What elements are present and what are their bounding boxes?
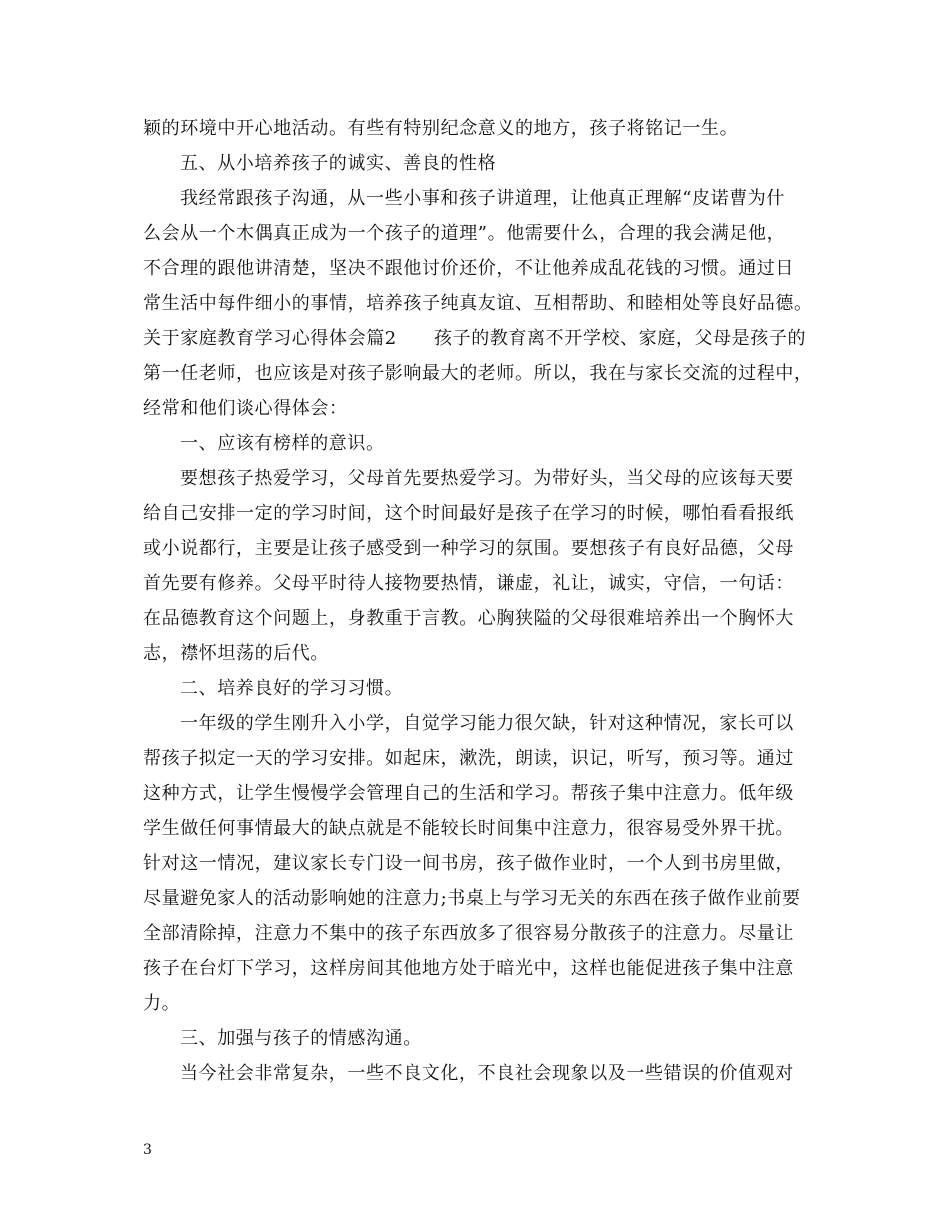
text-line: 颖的环境中开心地活动。有些有特别纪念意义的地方，孩子将铭记一生。 bbox=[143, 118, 739, 139]
text-line: 给自己安排一定的学习时间，这个时间最好是孩子在学习的时候，哪怕看看报纸 bbox=[143, 503, 794, 524]
text-line: 要想孩子热爱学习，父母首先要热爱学习。为带好头，当父母的应该每天要 bbox=[180, 468, 794, 489]
text-line: 尽量避免家人的活动影响她的注意力;书桌上与学习无关的东西在孩子做作业前要 bbox=[143, 888, 801, 909]
text-line: 当今社会非常复杂，一些不良文化，不良社会现象以及一些错误的价值观对 bbox=[180, 1063, 794, 1084]
section-heading-2: 二、培养良好的学习习惯。 bbox=[180, 678, 404, 699]
text-line: 志，襟怀坦荡的后代。 bbox=[143, 643, 329, 664]
text-line: 不合理的跟他讲清楚，坚决不跟他讨价还价，不让他养成乱花钱的习惯。通过日 bbox=[143, 258, 794, 279]
section-heading-3: 三、加强与孩子的情感沟通。 bbox=[180, 1028, 422, 1049]
text-line: 我经常跟孩子沟通，从一些小事和孩子讲道理，让他真正理解“皮诺曹为什 bbox=[180, 188, 785, 209]
text-line: 么会从一个木偶真正成为一个孩子的道理”。他需要什么，合理的我会满足他， bbox=[143, 223, 786, 244]
text-line: 这种方式，让学生慢慢学会管理自己的生活和学习。帮孩子集中注意力。低年级 bbox=[143, 783, 794, 804]
text-line: 力。 bbox=[143, 993, 181, 1014]
text-line: 或小说都行，主要是让孩子感受到一种学习的氛围。要想孩子有良好品德，父母 bbox=[143, 538, 794, 559]
text-line: 常生活中每件细小的事情，培养孩子纯真友谊、互相帮助、和睦相处等良好品德。 bbox=[143, 293, 813, 314]
text-line: 学生做任何事情最大的缺点就是不能较长时间集中注意力，很容易受外界干扰。 bbox=[143, 818, 794, 839]
text-line: 全部清除掉，注意力不集中的孩子东西放多了很容易分散孩子的注意力。尽量让 bbox=[143, 923, 794, 944]
text-line: 关于家庭教育学习心得体会篇2 孩子的教育离不开学校、家庭，父母是孩子的 bbox=[143, 328, 807, 349]
page-number: 3 bbox=[143, 1142, 152, 1158]
text-line: 孩子在台灯下学习，这样房间其他地方处于暗光中，这样也能促进孩子集中注意 bbox=[143, 958, 794, 979]
section-heading-5: 五、从小培养孩子的诚实、善良的性格 bbox=[180, 153, 497, 174]
text-line: 首先要有修养。父母平时待人接物要热情，谦虚，礼让，诚实，守信，一句话： bbox=[143, 573, 794, 594]
text-line: 一年级的学生刚升入小学，自觉学习能力很欠缺，针对这种情况，家长可以 bbox=[180, 713, 794, 734]
text-line: 在品德教育这个问题上，身教重于言教。心胸狭隘的父母很难培养出一个胸怀大 bbox=[143, 608, 794, 629]
text-line: 第一任老师，也应该是对孩子影响最大的老师。所以，我在与家长交流的过程中， bbox=[143, 363, 813, 384]
text-line: 帮孩子拟定一天的学习安排。如起床，漱洗，朗读，识记，听写，预习等。通过 bbox=[143, 748, 794, 769]
section-heading-1: 一、应该有榜样的意识。 bbox=[180, 433, 385, 454]
text-line: 经常和他们谈心得体会： bbox=[143, 398, 348, 419]
text-line: 针对这一情况，建议家长专门设一间书房，孩子做作业时，一个人到书房里做， bbox=[143, 853, 794, 874]
